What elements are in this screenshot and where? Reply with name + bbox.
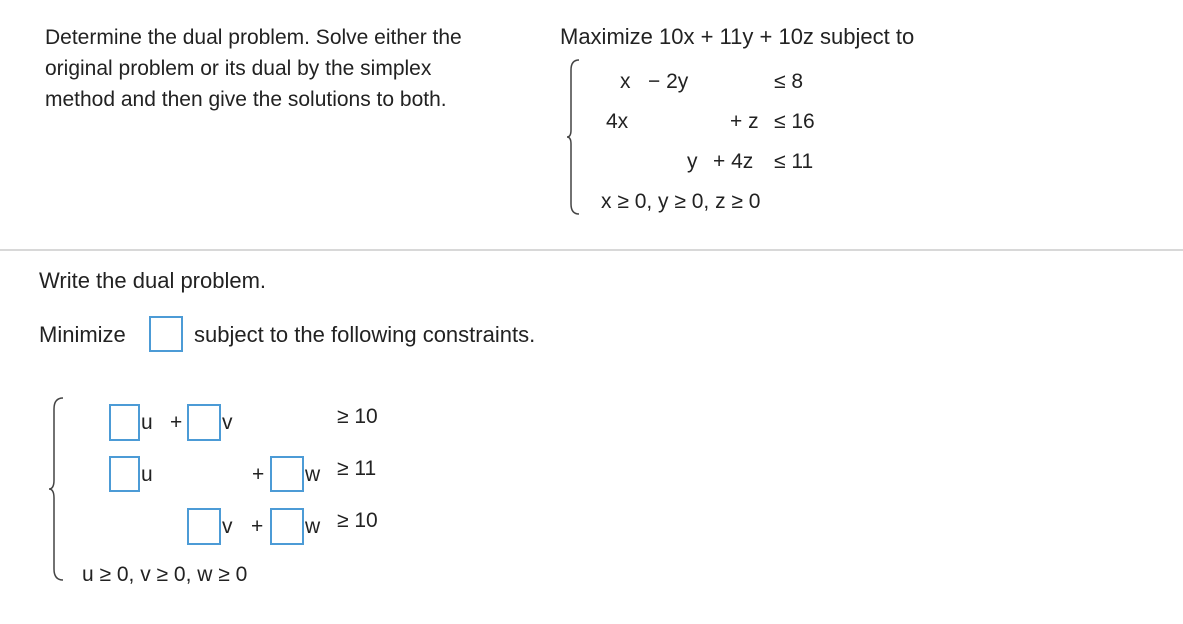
var-v-row1: v	[222, 411, 233, 434]
primal-c1-y: − 2y	[648, 70, 689, 93]
primal-brace	[566, 58, 582, 216]
section-divider	[0, 249, 1183, 251]
objective-input[interactable]	[149, 316, 183, 352]
primal-c3-rel: ≤ 11	[774, 150, 814, 173]
coef-v-row3-input[interactable]	[187, 508, 221, 545]
subject-to-label: subject to the following constraints.	[194, 322, 536, 347]
primal-c2-x: 4x	[606, 110, 629, 133]
var-u-row2: u	[141, 463, 153, 486]
rel-row2: ≥ 11	[337, 457, 377, 480]
rel-row3: ≥ 10	[337, 509, 378, 532]
dual-brace	[48, 396, 66, 582]
primal-c2-z: + z	[730, 110, 759, 133]
primal-c2-rel: ≤ 16	[774, 110, 815, 133]
primal-c3-y: y	[687, 150, 698, 173]
var-u-row1: u	[141, 411, 153, 434]
primal-c1-rel: ≤ 8	[774, 70, 804, 93]
instructions-text: Determine the dual problem. Solve either the original problem or its dual by the simplex method and then give the solutions to both.	[45, 26, 462, 111]
plus-row3: +	[251, 515, 264, 538]
plus-row1: +	[170, 411, 183, 434]
dual-nonneg: u ≥ 0, v ≥ 0, w ≥ 0	[82, 563, 248, 586]
var-w-row2: w	[305, 463, 321, 486]
dual-prompt: Write the dual problem.	[39, 268, 267, 293]
var-w-row3: w	[305, 515, 321, 538]
coef-u-row1-input[interactable]	[109, 404, 140, 441]
var-v-row3: v	[222, 515, 233, 538]
primal-nonneg: x ≥ 0, y ≥ 0, z ≥ 0	[601, 190, 761, 213]
coef-w-row3-input[interactable]	[270, 508, 304, 545]
primal-objective: Maximize 10x + 11y + 10z subject to	[560, 24, 915, 49]
minimize-label: Minimize	[39, 322, 126, 347]
primal-c1-x: x	[620, 70, 631, 93]
rel-row1: ≥ 10	[337, 405, 378, 428]
plus-row2: +	[252, 463, 265, 486]
coef-u-row2-input[interactable]	[109, 456, 140, 492]
primal-c3-z: + 4z	[713, 150, 754, 173]
coef-v-row1-input[interactable]	[187, 404, 221, 441]
coef-w-row2-input[interactable]	[270, 456, 304, 492]
